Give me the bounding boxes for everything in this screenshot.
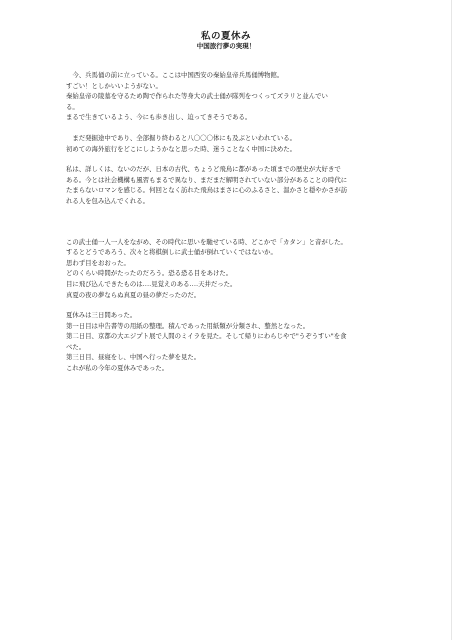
text-line: 第一日目は申告書等の用紙の整理。積んであった用紙類が分類され、整然となった。 <box>66 321 310 330</box>
text-line: するとどうであろう、次々と将棋倒しに武士俑が倒れていくではないか。 <box>66 248 277 257</box>
text-line: まだ発掘途中であり、全部掘り終わると八〇〇〇体にも及ぶといわれている。 <box>66 133 297 142</box>
text-line: 夏休みは三日間あった。 <box>66 311 137 320</box>
text-line: 第二日目、京都の大エジプト展で人間のミイラを見た。そして帰りにわらじやで"うぞうすい"を食 <box>66 332 347 341</box>
document-subtitle: 中国旅行夢の実現！ <box>196 42 256 50</box>
text-line: まるで生きているよう、今にも歩き出し、迫ってきそうである。 <box>66 113 252 122</box>
text-line: 目に飛び込んできたものは‥‥見覚えのある‥‥天井だった。 <box>66 279 237 288</box>
paragraph-3 <box>66 164 386 206</box>
document-body <box>66 70 386 384</box>
text-line: すごい！としかいいようがない。 <box>66 81 162 90</box>
document-title: 私の夏休み <box>200 31 251 42</box>
text-line: ある。今とは社会機構も風習もまるで異なり、まだまだ解明されていない部分があることの時代に <box>66 175 348 184</box>
text-line: 私は、詳しくは、ないのだが、日本の古代、ちょうど飛鳥に都があった頃までの歴史が大好きで <box>66 165 341 174</box>
text-line: 思わず目をおおった。 <box>66 258 130 267</box>
paragraph-5 <box>66 310 386 374</box>
text-line: れる人を包み込んでくれる。 <box>66 196 150 205</box>
paragraph-2 <box>66 133 386 154</box>
text-line: 初めての海外旅行をどこにしようかなと思った時、迷うことなく中国に決めた。 <box>66 144 297 153</box>
text-line: 真夏の夜の夢ならぬ真夏の昼の夢だったのだ。 <box>66 290 201 299</box>
text-line: どのくらい時間がたったのだろう。恐る恐る目をあけた。 <box>66 269 233 278</box>
text-line: 今、兵馬俑の前に立っている。ここは中国西安の秦始皇帝兵馬俑博物館。 <box>66 71 284 79</box>
text-line: べた。 <box>66 342 86 351</box>
text-line: この武士俑一人一人をながめ、その時代に思いを馳せている時、どこかで「カタン」と音がした。 <box>66 237 347 246</box>
text-line: る。 <box>66 102 79 111</box>
text-line: 秦始皇帝の陵墓を守るため陶で作られた等身大の武士俑が隊列をつくってズラリと並んでい <box>66 92 328 101</box>
text-line: たまらないロマンを感じる。何回となく訪れた飛鳥はまさに心のふるさと、温かさと穏やかさが訪 <box>66 186 348 195</box>
paragraph-1 <box>66 70 386 123</box>
text-line: これが私の今年の夏休みであった。 <box>66 364 169 373</box>
text-line: 第三日目、昼寝をし、中国へ行った夢を見た。 <box>66 353 201 362</box>
paragraph-4 <box>66 237 386 301</box>
